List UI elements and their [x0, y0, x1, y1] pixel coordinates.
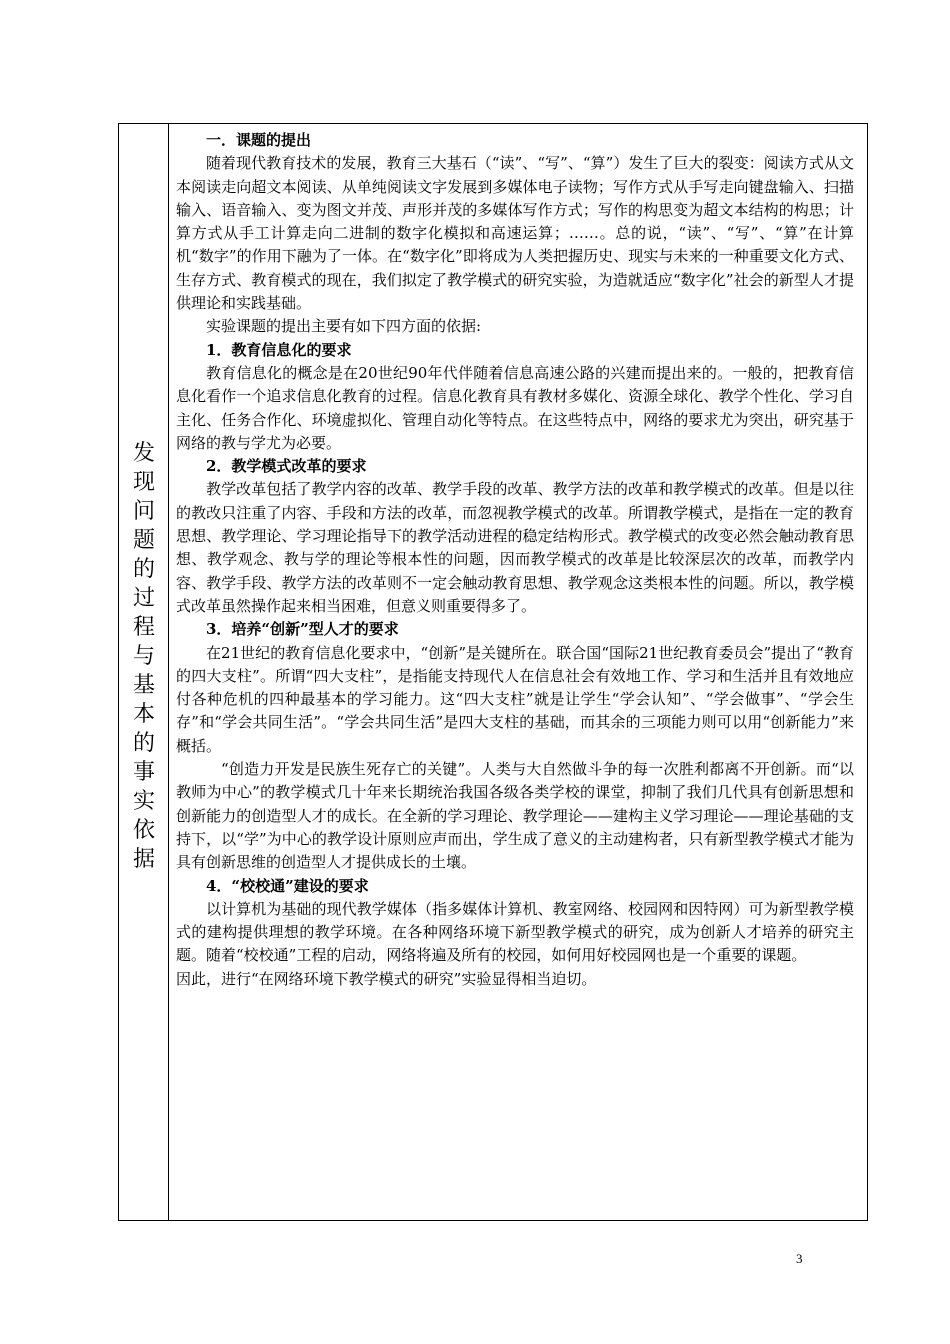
vertical-label-char: 实 — [132, 789, 155, 814]
content-cell — [176, 129, 854, 991]
intro-paragraph: 随着现代教育技术的发展，教育三大基石（“读”、“写”、“算”）发生了巨大的裂变：阅读方式从文本阅读走向超文本阅读、从单纯阅读文字发展到多媒体电子读物；写作方式从手写走向键盘输入、扫描输入、语音输入、变为图文并茂、声形并茂的多媒体写作方式；写作的构思变为超文本结构的构思；计算方式从手工计算走向二进制的数字化模拟和高速运算；……。总的说，“读”、“写”、“算”在计算机“数字”的作用下融为了一体。在“数字化”即将成为人类把握历史、现实与未来的一种重要文化方式、生存方式、教育模式的现在，我们拟定了教学模式的研究实验，为造就适应“数字化”社会的新型人才提供理论和实践基础。 — [176, 154, 854, 313]
subsection-paragraph: “创造力开发是民族生死存亡的关键”。人类与大自然做斗争的每一次胜利都离不开创新。而“以教师为中心”的教学模式几十年来长期统治我国各级各类学校的课堂，抑制了我们几代具有创新思想和创新能力的创造型人才的成长。在全新的学习理论、教学理论——建构主义学习理论——理论基础的支持下，以“学”为中心的教学设计原则应声而出，学生成了意义的主动建构者，只有新型教学模式才能为具有创新思维的创造型人才提供成长的土壤。 — [176, 760, 854, 872]
conclusion: 因此，进行“在网络环境下教学模式的研究”实验显得相当迫切。 — [176, 969, 597, 988]
vertical-label-char: 发 — [132, 441, 155, 466]
vertical-label-char: 现 — [132, 470, 155, 495]
page-number: 3 — [796, 1251, 803, 1266]
vertical-label-char: 的 — [132, 557, 155, 582]
basis-intro: 实验课题的提出主要有如下四方面的依据: — [206, 317, 482, 336]
subsection-paragraph: 在21世纪的教育信息化要求中，“创新”是关键所在。联合国“国际21世纪教育委员会”提出了“教育的四大支柱”。所谓“四大支柱”，是指能支持现代人在信息社会有效地工作、学习和生活并且有效地应付各种危机的四种最基本的学习能力。这“四大支柱”就是让学生“学会认知”、“学会做事”、“学会生存”和“学会共同生活”。“学会共同生活”是四大支柱的基础，而其余的三项能力则可以用“创新能力”来概括。 — [176, 643, 854, 755]
vertical-label — [119, 439, 169, 874]
document-table — [118, 123, 868, 1221]
vertical-label-char: 与 — [132, 644, 155, 669]
vertical-label-char: 问 — [132, 499, 155, 524]
section-title: 一．课题的提出 — [206, 131, 312, 149]
subsection-heading-1: 1．教育信息化的要求 — [206, 340, 352, 359]
vertical-label-char: 基 — [132, 673, 155, 698]
subsection-heading-4: 4．“校校通”建设的要求 — [206, 876, 369, 895]
subsection-heading-3: 3．培养“创新”型人才的要求 — [206, 620, 399, 639]
vertical-label-char: 过 — [132, 586, 155, 611]
vertical-label-char: 本 — [132, 702, 155, 727]
subsection-paragraph: 教育信息化的概念是在20世纪90年代伴随着信息高速公路的兴建而提出来的。一般的，把教育信息化看作一个追求信息化教育的过程。信息化教育具有教材多媒化、资源全球化、教学个性化、学习自主化、任务合作化、环境虚拟化、管理自动化等特点。在这些特点中，网络的要求尤为突出，研究基于网络的教与学尤为必要。 — [176, 363, 854, 452]
vertical-label-char: 事 — [132, 760, 155, 785]
vertical-label-char: 据 — [132, 847, 155, 872]
vertical-label-char: 程 — [132, 615, 155, 640]
subsection-heading-2: 2．教学模式改革的要求 — [206, 457, 367, 476]
label-column — [119, 124, 169, 1220]
vertical-label-char: 题 — [132, 528, 155, 553]
vertical-label-char: 依 — [132, 818, 155, 843]
subsection-paragraph: 教学改革包括了教学内容的改革、教学手段的改革、教学方法的改革和教学模式的改革。但是以往的教改只注重了内容、手段和方法的改革，而忽视教学模式的改革。所谓教学模式，是指在一定的教育思想、教学理论、学习理论指导下的教学活动进程的稳定结构形式。教学模式的改变必然会触动教育思想、教学观念、教与学的理论等根本性的问题，因而教学模式的改革是比较深层次的改革，而教学内容、教学手段、教学方法的改革则不一定会触动教育思想、教学观念这类根本性的问题。所以，教学模式改革虽然操作起来相当困难，但意义则重要得多了。 — [176, 480, 854, 615]
subsection-paragraph: 以计算机为基础的现代教学媒体（指多媒体计算机、教室网络、校园网和因特网）可为新型教学模式的建构提供理想的教学环境。在各种网络环境下新型教学模式的研究，成为创新人才培养的研究主题。随着“校校通”工程的启动，网络将遍及所有的校园，如何用好校园网也是一个重要的课题。 — [176, 899, 854, 965]
vertical-label-char: 的 — [132, 731, 155, 756]
